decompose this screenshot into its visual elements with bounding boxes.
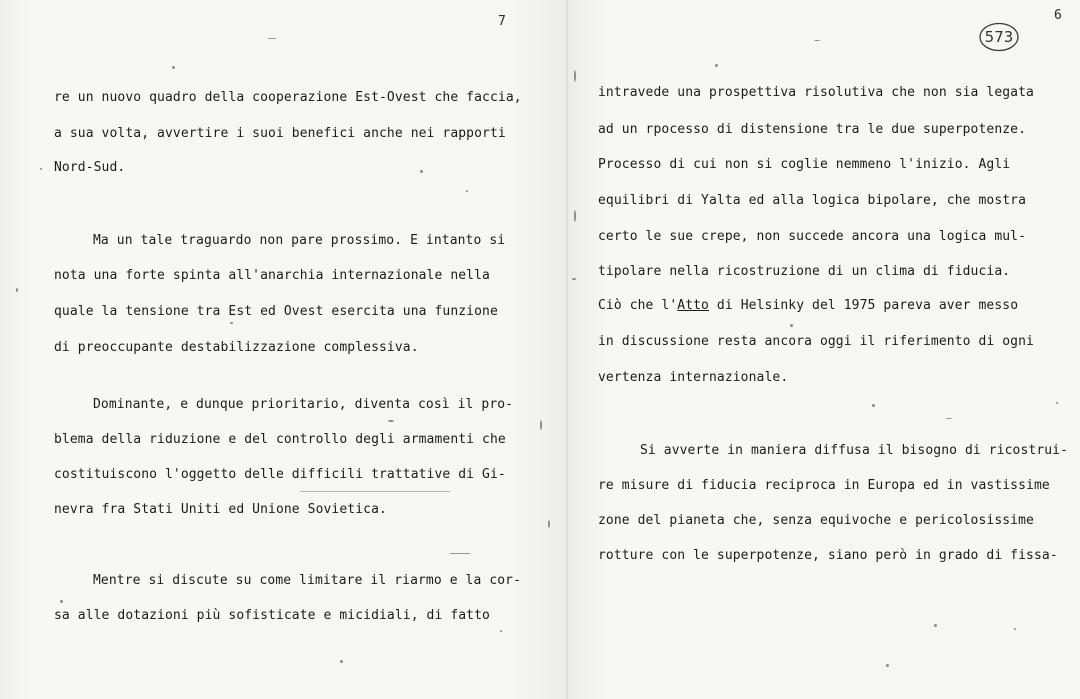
scan-mark — [16, 288, 18, 292]
scan-mark — [300, 491, 450, 492]
text-line: Si avverte in maniera diffusa il bisogno di ricostrui- — [640, 443, 1069, 458]
scan-mark — [1056, 402, 1058, 404]
text-line: sa alle dotazioni più sofisticate e micidiali, di fatto — [54, 608, 490, 623]
text-line: di preoccupante destabilizzazione complessiva. — [54, 340, 419, 355]
text-line: rotture con le superpotenze, siano però in grado di fissa- — [598, 548, 1058, 563]
scan-mark — [886, 664, 889, 667]
text-segment: di Helsinky del 1975 pareva aver messo — [709, 298, 1019, 313]
text-line: Nord-Sud. — [54, 160, 126, 175]
stamp-number: 573 — [984, 28, 1014, 46]
scan-mark — [60, 600, 63, 603]
right-page — [568, 0, 1080, 699]
scan-mark — [450, 553, 470, 554]
scan-mark — [572, 278, 576, 280]
text-line: Ma un tale traguardo non pare prossimo. E intanto si — [93, 233, 506, 248]
scan-mark — [715, 64, 718, 67]
text-line: ad un rpocesso di distensione tra le due superpotenze. — [598, 122, 1027, 137]
text-line: Mentre si discute su come limitare il riarmo e la cor- — [93, 573, 522, 588]
text-line: certo le sue crepe, non succede ancora una logica mul- — [598, 229, 1027, 244]
scan-mark — [814, 40, 820, 41]
scan-mark — [500, 630, 502, 632]
text-line: zone del pianeta che, senza equivoche e pericolosissime — [598, 513, 1034, 528]
scan-mark — [1014, 628, 1016, 630]
text-line: nota una forte spinta all'anarchia internazionale nella — [54, 268, 490, 283]
scan-mark — [548, 520, 550, 528]
scan-mark — [872, 404, 875, 407]
scan-mark — [388, 420, 394, 422]
text-line: re un nuovo quadro della cooperazione Est-Ovest che faccia, — [54, 90, 522, 105]
text-line: a sua volta, avvertire i suoi benefici anche nei rapporti — [54, 126, 506, 141]
scan-mark — [574, 210, 576, 222]
underlined-word: Atto — [677, 298, 709, 313]
text-line: vertenza internazionale. — [598, 370, 789, 385]
scan-mark — [172, 66, 175, 69]
text-line: Dominante, e dunque prioritario, diventa così il pro- — [93, 397, 514, 412]
text-line: intravede una prospettiva risolutiva che non sia legata — [598, 85, 1034, 100]
text-line — [598, 298, 1018, 314]
text-line: quale la tensione tra Est ed Ovest esercita una funzione — [54, 304, 498, 319]
scan-mark — [230, 322, 233, 324]
scan-mark — [40, 168, 42, 170]
scan-mark — [268, 38, 276, 39]
scan-mark — [574, 70, 576, 82]
scan-mark — [540, 420, 542, 430]
text-line: equilibri di Yalta ed alla logica bipolare, che mostra — [598, 193, 1027, 208]
left-page-number: 7 — [498, 14, 506, 29]
text-segment: Ciò che l' — [598, 298, 678, 313]
archive-stamp — [978, 20, 1022, 54]
text-line: re misure di fiducia reciproca in Europa ed in vastissime — [598, 478, 1050, 493]
scan-mark — [946, 418, 952, 419]
scan-mark — [790, 324, 793, 327]
scan-mark — [340, 660, 343, 663]
text-line: in discussione resta ancora oggi il riferimento di ogni — [598, 334, 1034, 349]
text-line: costituiscono l'oggetto delle difficili trattative di Gi- — [54, 467, 506, 482]
scan-mark — [420, 170, 423, 173]
text-line: blema della riduzione e del controllo degli armamenti che — [54, 432, 506, 447]
scan-mark — [934, 624, 937, 627]
text-line: nevra fra Stati Uniti ed Unione Sovietica. — [54, 502, 387, 517]
text-line: tipolare nella ricostruzione di un clima di fiducia. — [598, 264, 1011, 279]
right-page-number: 6 — [1054, 8, 1062, 23]
text-line: Processo di cui non si coglie nemmeno l'inizio. Agli — [598, 157, 1011, 172]
scan-mark — [466, 190, 468, 192]
